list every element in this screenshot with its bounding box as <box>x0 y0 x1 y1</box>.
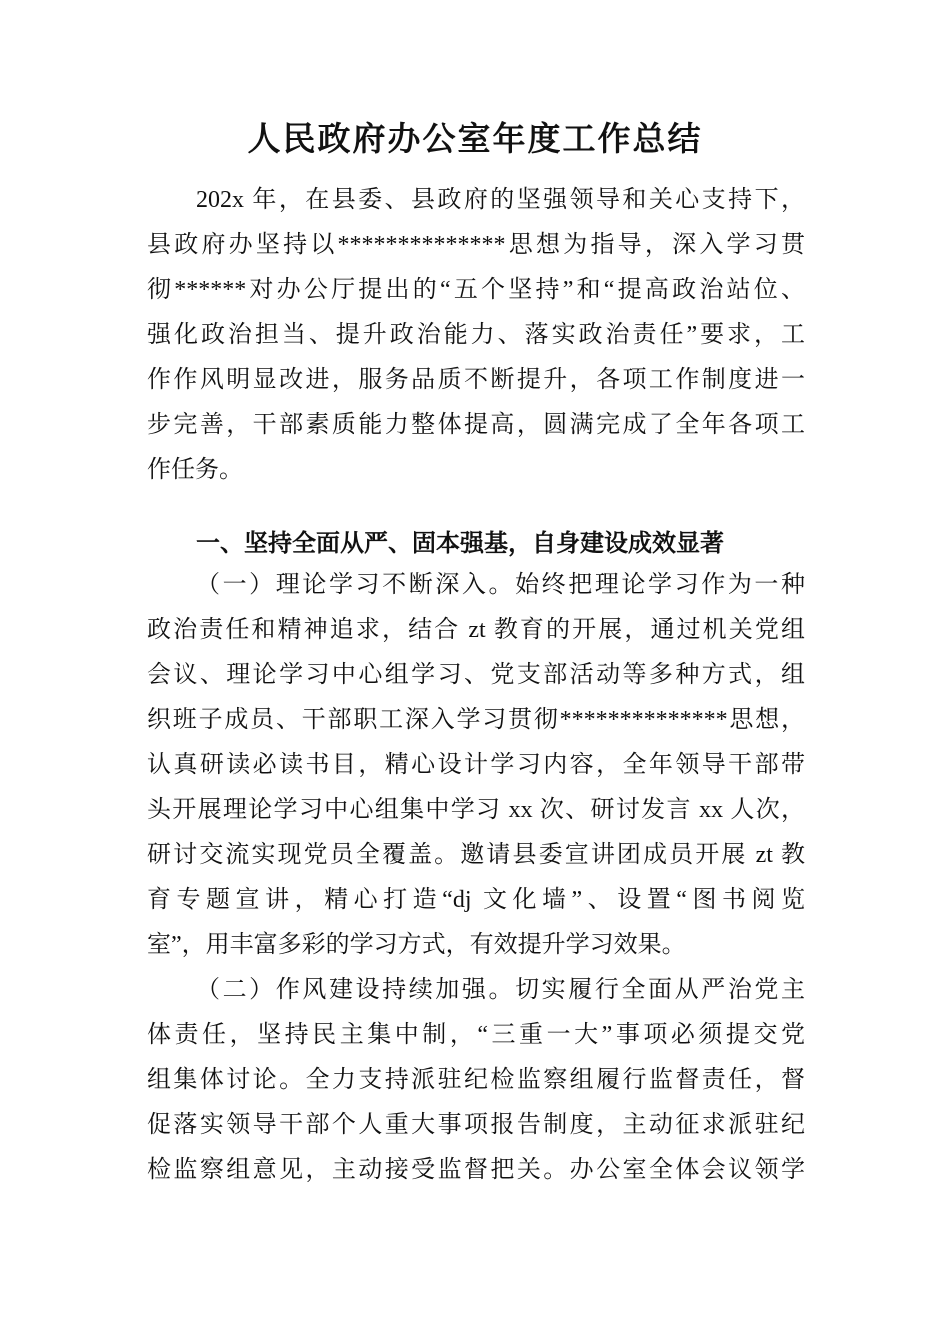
paragraph-line: 强化政治担当、提升政治能力、落实政治责任”要求，工 <box>147 322 805 348</box>
paragraph-line: 研讨交流实现党员全覆盖。邀请县委宣讲团成员开展 zt 教 <box>147 842 805 868</box>
paragraph-line: 育专题宣讲，精心打造“dj 文化墙”、设置“图书阅览 <box>147 887 805 913</box>
paragraph-line: 会议、理论学习中心组学习、党支部活动等多种方式，组 <box>147 662 805 688</box>
section-heading: 一、坚持全面从严、固本强基，自身建设成效显著 <box>196 529 724 557</box>
paragraph-line: 头开展理论学习中心组集中学习 xx 次、研讨发言 xx 人次， <box>147 797 805 823</box>
paragraph-line: 县政府办坚持以**************思想为指导，深入学习贯 <box>147 232 805 258</box>
paragraph-line: 室”，用丰富多彩的学习方式，有效提升学习效果。 <box>147 932 686 958</box>
paragraph-line: （一）理论学习不断深入。始终把理论学习作为一种 <box>196 572 805 598</box>
intro-paragraph <box>147 178 805 493</box>
paragraph-line: 202x 年，在县委、县政府的坚强领导和关心支持下， <box>196 187 805 213</box>
paragraph-line: 政治责任和精神追求，结合 zt 教育的开展，通过机关党组 <box>147 617 805 643</box>
paragraph-line: 步完善，干部素质能力整体提高，圆满完成了全年各项工 <box>147 412 805 438</box>
paragraph-line: （二）作风建设持续加强。切实履行全面从严治党主 <box>196 977 805 1003</box>
paragraph-line: 作作风明显改进，服务品质不断提升，各项工作制度进一 <box>147 367 805 393</box>
paragraph-line: 组集体讨论。全力支持派驻纪检监察组履行监督责任，督 <box>147 1067 805 1093</box>
document-title: 人民政府办公室年度工作总结 <box>247 122 703 158</box>
paragraph-line: 认真研读必读书目，精心设计学习内容，全年领导干部带 <box>147 752 805 778</box>
subsection-theory-study <box>147 563 805 968</box>
paragraph-line: 织班子成员、干部职工深入学习贯彻**************思想， <box>147 707 805 733</box>
paragraph-line: 检监察组意见，主动接受监督把关。办公室全体会议领学 <box>147 1157 805 1183</box>
paragraph-line: 作任务。 <box>147 457 243 483</box>
paragraph-line: 体责任，坚持民主集中制，“三重一大”事项必须提交党 <box>147 1022 805 1048</box>
subsection-work-style <box>147 968 805 1193</box>
paragraph-line: 促落实领导干部个人重大事项报告制度，主动征求派驻纪 <box>147 1112 805 1138</box>
paragraph-line: 彻******对办公厅提出的“五个坚持”和“提高政治站位、 <box>147 277 805 303</box>
document-body <box>147 178 805 1193</box>
